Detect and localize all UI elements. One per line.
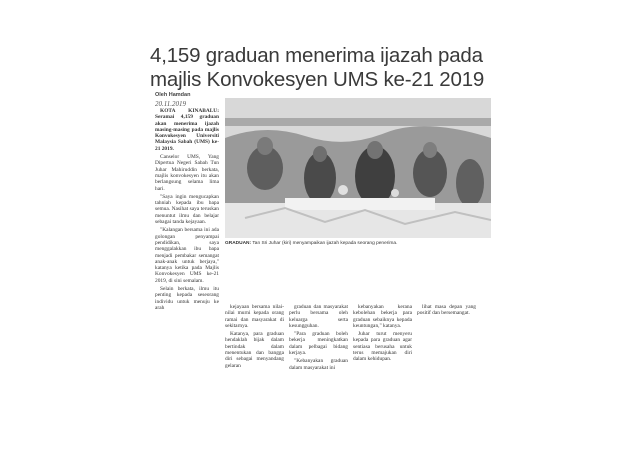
paragraph: "Kalangan bersama ini ada golongan penyampai pendidikan, saya menggalakkan ibu bapa menjadi pembakar semangat anak-anak untuk berjaya," katanya ketika pada Majlis Konvokesyen UMS ke-21 2019, di sini semalam.: [155, 227, 219, 284]
paragraph: "Kebanyakan graduan dalam masyarakat ini: [289, 358, 348, 371]
article-photo: [225, 98, 491, 238]
paragraph: Selain berkata, ilmu itu penting kepada seseorang individu untuk menuju ke arah: [155, 286, 219, 311]
paragraph: graduan dan masyarakat perlu bersama oleh keluarga serta kesungguhan.: [289, 304, 348, 329]
photo-caption-text: Tan Sri Juhar (kiri) menyampaikan ijazah kepada seorang penerima.: [252, 241, 398, 246]
paragraph: Canselor UMS, Yang Dipertua Negeri Sabah Tun Juhar Mahiruddin berkata, majlis konvokesyen itu akan berlangsung selama lima hari.: [155, 154, 219, 192]
article-column-2: [225, 304, 284, 371]
paragraph: Katanya, para graduan hendaklah bijak dalam bertindak dalam menentukan dan bangga diri sebagai menyandang gelaran: [225, 331, 284, 369]
photo-caption: [225, 241, 491, 246]
article-column-5: [417, 304, 476, 319]
paragraph: kejayaan bersama nilai-nilai murni kepada orang ramai dan masyarakat di sekitarnya.: [225, 304, 284, 329]
paragraph: Juhar turut menyeru kepada para graduan agar sentiasa berusaha untuk terus memajukan diri dalam kehidupan.: [353, 331, 412, 363]
article-column-1: [155, 108, 219, 313]
paragraph: lihat masa depan yang positif dan bersemangat.: [417, 304, 476, 317]
article-column-3: [289, 304, 348, 373]
paragraph: "Para graduan boleh bekerja meningkatkan dalam pelbagai bidang kerjaya.: [289, 331, 348, 357]
article-byline: Oleh Hamdan: [155, 92, 191, 98]
paragraph: "Saya ingin mengucapkan tahniah kepada ibu bapa semua. Nasihat saya teruskan menuntut ilmu dan belajar sebagai tanda kejayaan.: [155, 193, 219, 226]
article-dateline: 20.11.2019: [155, 100, 186, 108]
article-headline: 4,159 graduan menerima ijazah pada majlis Konvokesyen UMS ke-21 2019: [150, 44, 485, 91]
paragraph: KOTA KINABALU: Seramai 4,159 graduan akan menerima ijazah masing-masing pada majlis Konvokesyen Universiti Malaysia Sabah (UMS) ke-21 2019.: [155, 108, 219, 152]
article-column-4: [353, 304, 412, 365]
paragraph: kebanyakan kerana kebolehan bekerja para graduan sebaiknya kepada keuntungan," katanya.: [353, 304, 412, 329]
photo-caption-label: GRADUAN:: [225, 241, 252, 246]
